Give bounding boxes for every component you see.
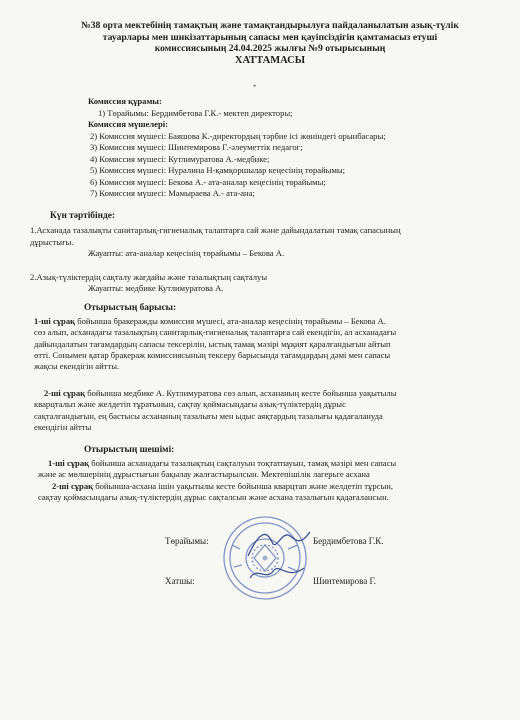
agenda-section <box>30 225 401 295</box>
decision-header: Отырыстың шешімі: <box>84 445 175 455</box>
q1-text: бойынша бракеражды комиссия мүшесі, ата-аналар кеңесінің төрайымы – Бекова А. <box>75 316 386 326</box>
commission-chair: 1) Төрайымы: Бердимбетова Г.К.- мектеп директоры; <box>98 107 293 118</box>
proceedings-q2 <box>34 388 397 433</box>
agenda-item-2: 2.Азық-түліктердің сақталу жағдайы және тазалықтың сақталуы <box>30 271 268 282</box>
decision-q2-text: бойынша-асхана ішін уақытылы кесте бойынша кварцтап және желдетіп тұрсын, <box>93 480 393 491</box>
title-line-2: тауарлары мен шикізаттарының сапасы мен қауіпсіздігін қамтамасыз етуші <box>102 31 438 43</box>
chair-name: Бердимбетова Г.К. <box>313 536 384 546</box>
q1-text: дайындалатын тағамдардың сапасы тексерілін, ыстық тамақ мәзірі мұқият қаралғандығын айтып <box>34 338 391 349</box>
q1-text: сөз алып, асханадағы тазалықтың санитарлық-гигиеналық талаптарға сай екендігін, ал асханадағы <box>34 327 397 338</box>
q2-text: сақталғандығын, ең бастысы асхананың тазалығы мен ыдыс аяқтардың тазалығы қадағалануда <box>34 410 383 421</box>
secretary-name: Шинтемирова Г. <box>313 576 376 586</box>
q1-text: жақсы екендігін айтты. <box>34 361 120 372</box>
commission-header: Комиссия құрамы: <box>88 96 162 106</box>
agenda-item-2-responsible: Жауапты: медбике Кутлимуратова А. <box>88 283 224 293</box>
agenda-header: Күн тәртібінде: <box>50 211 116 221</box>
secretary-label: Хатшы: <box>165 576 195 586</box>
signature-secretary <box>248 562 308 584</box>
title-line-4: ХАТТАМАСЫ <box>234 54 306 66</box>
agenda-item-1-cont: дұрыстығы. <box>30 236 74 247</box>
document-title <box>60 20 480 66</box>
agenda-item-1: 1.Асханада тазалықты санитарлық-гигиеналық талаптарға сай және дайындалатын тамақ сапасының <box>30 225 401 235</box>
decorative-dot: • <box>253 81 257 91</box>
q2-text: бойынша медбике А. Кутлимуратова сөз алып, асхананың кесте бойынша уақытылы <box>85 388 397 398</box>
commission-member: 5) Комиссия мүшесі: Нуралина Н-қамқоршылар кеңесінің төрайымы; <box>90 165 346 175</box>
commission-member: 3) Комиссия мүшесі: Шинтемирова Г.-әлеуметтік педагог; <box>90 142 303 152</box>
decision-q1-text: бойынша асханадағы тазалықтың сақталуын тоқтатпауын, тамақ мәзірі мен сапасы <box>89 458 397 468</box>
title-line-3: комиссиясының 24.04.2025 жылғы №9 отырысының <box>154 43 386 54</box>
agenda-item-1-responsible: Жауапты: ата-аналар кеңесінің төрайымы – Бекова А. <box>88 248 285 258</box>
q2-label: 2-ші сұрақ <box>44 388 86 398</box>
title-line-1: №38 орта мектебінің тамақтың және тамақтандырылуға пайдаланылатын азық-түлік <box>81 20 459 31</box>
commission-members-header: Комиссия мүшелері: <box>88 119 169 129</box>
q1-label: 1-ші сұрақ <box>34 316 76 326</box>
decision-q2-label: 2-ші сұрақ <box>52 480 94 491</box>
decision-q2-text: сақтау қоймасындағы азық-түліктердің дұрыс сақталсын және асхана тазалығын қадағалансын. <box>38 491 389 502</box>
commission-member: 4) Комиссия мүшесі: Кутлимуратова А.-медбике; <box>90 153 270 164</box>
q1-text: өтті. Сонымен қатар бракераж комиссиясының тексеру барысында тағамдардың дәмі мен сапасы <box>34 349 391 360</box>
q2-text: кварцтальп және желдетіп тұратынын, сақтау қоймасындағы азық-түліктердің дұрыс <box>34 399 346 410</box>
commission-member: 6) Комиссия мүшесі: Бекова А.- ата-аналар кеңесінің төрайымы; <box>90 176 326 187</box>
decision-q1 <box>38 458 396 503</box>
decision-q1-label: 1-ші сұрақ <box>48 458 90 468</box>
q2-text: екендігін айтты <box>34 421 92 432</box>
signature-chair <box>244 522 314 564</box>
decision-q1-text: және ас мөлшерінің дұрыстығын бақылау жалғастырылсын. Мектепішілік лагерьге асхана <box>38 469 370 480</box>
commission-section <box>88 96 386 200</box>
proceedings-header: Отырыстың барысы: <box>84 303 177 313</box>
commission-member: 7) Комиссия мүшесі: Мамыраева А.- ата-ана; <box>90 188 255 198</box>
chair-label: Төрайымы: <box>165 536 209 546</box>
commission-member: 2) Комиссия мүшесі: Баяшова К.-директордың тәрбие ісі жөніндегі орынбасары; <box>90 130 386 141</box>
proceedings-q1 <box>34 316 396 372</box>
